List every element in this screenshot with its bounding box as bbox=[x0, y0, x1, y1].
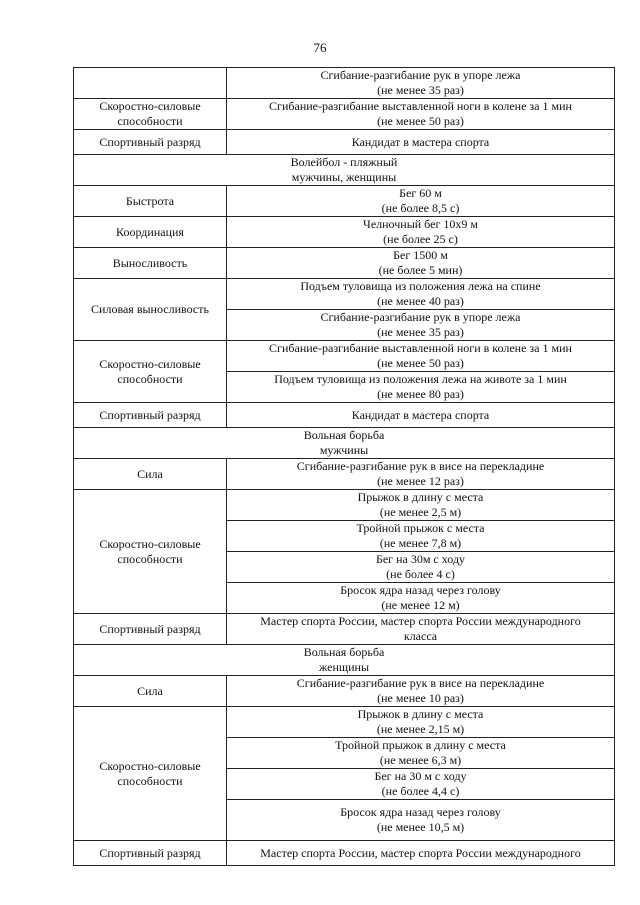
section-heading-line: Вольная борьба bbox=[303, 645, 385, 659]
test-name: Бег 60 м bbox=[399, 186, 442, 200]
test-cell bbox=[227, 583, 615, 614]
test-cell bbox=[227, 99, 615, 130]
rank-label-cell: Спортивный разряд bbox=[74, 841, 227, 866]
test-name: Сгибание-разгибание выставленной ноги в колене за 1 мин bbox=[269, 99, 572, 113]
quality-cell: Скоростно-силовые способности bbox=[74, 490, 227, 614]
test-cell bbox=[227, 186, 615, 217]
quality-cell: Сила bbox=[74, 676, 227, 707]
test-norm: (не более 5 мин) bbox=[378, 263, 463, 277]
test-norm: (не более 4,4 с) bbox=[381, 784, 460, 798]
test-name: Сгибание-разгибание выставленной ноги в колене за 1 мин bbox=[269, 341, 572, 355]
test-norm: (не менее 10,5 м) bbox=[376, 820, 465, 834]
test-cell bbox=[227, 310, 615, 341]
test-name: Бег на 30м с ходу bbox=[375, 552, 466, 566]
quality-cell: Скоростно-силовые способности bbox=[74, 99, 227, 130]
table-row bbox=[74, 707, 615, 738]
quality-cell: Скоростно-силовые способности bbox=[74, 707, 227, 841]
quality-cell bbox=[74, 68, 227, 99]
test-cell bbox=[227, 490, 615, 521]
test-name: Бросок ядра назад через голову bbox=[340, 805, 501, 819]
table-row bbox=[74, 68, 615, 99]
test-name: Сгибание-разгибание рук в упоре лежа bbox=[320, 310, 521, 324]
test-cell bbox=[227, 521, 615, 552]
table-row bbox=[74, 428, 615, 459]
quality-cell: Силовая выносливость bbox=[74, 279, 227, 341]
test-cell bbox=[227, 707, 615, 738]
section-heading bbox=[74, 428, 615, 459]
quality-cell: Координация bbox=[74, 217, 227, 248]
rank-value-cell bbox=[227, 614, 615, 645]
section-heading bbox=[74, 155, 615, 186]
test-name: Сгибание-разгибание рук в висе на перекладине bbox=[296, 676, 545, 690]
test-name: Бег 1500 м bbox=[393, 248, 448, 262]
test-name: Прыжок в длину с места bbox=[357, 490, 484, 504]
quality-cell: Быстрота bbox=[74, 186, 227, 217]
test-cell bbox=[227, 552, 615, 583]
quality-cell: Выносливость bbox=[74, 248, 227, 279]
test-cell bbox=[227, 372, 615, 403]
test-norm: (не более 8,5 с) bbox=[381, 201, 460, 215]
test-name: Тройной прыжок с места bbox=[356, 521, 485, 535]
test-norm: (не менее 80 раз) bbox=[377, 387, 464, 401]
test-norm: (не менее 2,15 м) bbox=[376, 722, 465, 736]
rank-label-cell: Спортивный разряд bbox=[74, 130, 227, 155]
test-norm: (не менее 10 раз) bbox=[377, 691, 464, 705]
table-row bbox=[74, 130, 615, 155]
section-heading-line: мужчины bbox=[319, 443, 369, 457]
test-name: Сгибание-разгибание рук в упоре лежа bbox=[320, 68, 521, 82]
table-row bbox=[74, 99, 615, 130]
test-norm: класса bbox=[403, 629, 438, 643]
table-row bbox=[74, 403, 615, 428]
test-norm: (не менее 35 раз) bbox=[377, 325, 464, 339]
table-row bbox=[74, 186, 615, 217]
section-heading-line: женщины bbox=[318, 660, 370, 674]
test-cell bbox=[227, 676, 615, 707]
test-norm: (не менее 12 раз) bbox=[377, 474, 464, 488]
test-name: Тройной прыжок в длину с места bbox=[335, 738, 506, 752]
test-norm: (не менее 35 раз) bbox=[377, 83, 464, 97]
rank-value-cell bbox=[227, 403, 615, 428]
rank-value-cell bbox=[227, 130, 615, 155]
test-norm: (не менее 6,3 м) bbox=[379, 753, 462, 767]
test-cell bbox=[227, 248, 615, 279]
test-name: Мастер спорта России, мастер спорта России международного bbox=[260, 845, 581, 860]
test-name: Бег на 30 м с ходу bbox=[374, 769, 467, 783]
test-norm: (не менее 2,5 м) bbox=[379, 505, 462, 519]
quality-cell: Сила bbox=[74, 459, 227, 490]
test-norm: (не менее 12 м) bbox=[381, 598, 460, 612]
table-row bbox=[74, 676, 615, 707]
norms-table bbox=[73, 67, 615, 866]
table-row bbox=[74, 341, 615, 372]
table-row bbox=[74, 490, 615, 521]
section-heading-line: мужчины, женщины bbox=[291, 170, 397, 184]
test-cell bbox=[227, 217, 615, 248]
rank-label-cell: Спортивный разряд bbox=[74, 403, 227, 428]
test-cell bbox=[227, 341, 615, 372]
table-row bbox=[74, 248, 615, 279]
test-name: Челночный бег 10х9 м bbox=[363, 217, 478, 231]
test-norm: (не более 25 с) bbox=[383, 232, 458, 246]
page-number: 76 bbox=[313, 40, 327, 55]
norms-table-body bbox=[74, 68, 615, 866]
test-norm: (не менее 50 раз) bbox=[377, 114, 464, 128]
table-row bbox=[74, 645, 615, 676]
section-heading bbox=[74, 645, 615, 676]
test-name: Кандидат в мастера спорта bbox=[351, 134, 490, 149]
test-name: Бросок ядра назад через голову bbox=[340, 583, 501, 597]
test-norm: (не менее 7,8 м) bbox=[379, 536, 462, 550]
test-name: Сгибание-разгибание рук в висе на перекладине bbox=[296, 459, 545, 473]
test-name: Прыжок в длину с места bbox=[357, 707, 484, 721]
test-norm: (не более 4 с) bbox=[386, 567, 455, 581]
test-cell bbox=[227, 279, 615, 310]
table-row bbox=[74, 459, 615, 490]
test-name: Кандидат в мастера спорта bbox=[351, 407, 490, 422]
section-heading-line: Волейбол - пляжный bbox=[290, 155, 398, 169]
table-row bbox=[74, 841, 615, 866]
rank-value-cell bbox=[227, 841, 615, 866]
table-row bbox=[74, 217, 615, 248]
test-cell bbox=[227, 738, 615, 769]
rank-label-cell: Спортивный разряд bbox=[74, 614, 227, 645]
quality-cell: Скоростно-силовые способности bbox=[74, 341, 227, 403]
test-name: Подъем туловища из положения лежа на спине bbox=[300, 279, 541, 293]
table-row bbox=[74, 279, 615, 310]
test-cell bbox=[227, 459, 615, 490]
test-norm: (не менее 50 раз) bbox=[377, 356, 464, 370]
test-cell bbox=[227, 68, 615, 99]
test-norm: (не менее 40 раз) bbox=[377, 294, 464, 308]
section-heading-line: Вольная борьба bbox=[303, 428, 385, 442]
table-row bbox=[74, 614, 615, 645]
table-row bbox=[74, 155, 615, 186]
test-name: Мастер спорта России, мастер спорта России международного bbox=[260, 614, 581, 628]
test-cell bbox=[227, 769, 615, 800]
test-name: Подъем туловища из положения лежа на животе за 1 мин bbox=[274, 372, 567, 386]
test-cell bbox=[227, 800, 615, 841]
